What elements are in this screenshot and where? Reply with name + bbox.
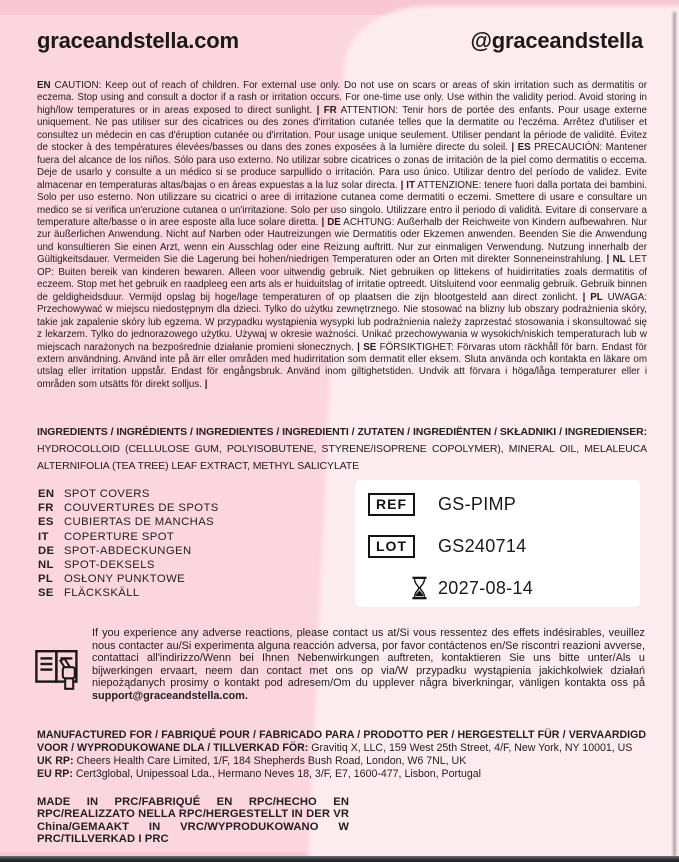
- product-name-row: [38, 516, 219, 530]
- product-name-row: [38, 573, 219, 587]
- segment-separator: |: [577, 291, 591, 303]
- uk-rp-value: Cheers Health Care Limited, 1/F, 184 Shepherds Bush Road, London, W6 7NL, UK: [73, 755, 467, 767]
- ref-lot-box: [355, 480, 640, 607]
- segment-separator: |: [397, 179, 407, 191]
- product-name-row: [38, 531, 219, 545]
- lot-value: GS240714: [438, 535, 527, 556]
- language-code: SE: [363, 341, 377, 353]
- manufactured-for-label: MANUFACTURED FOR / FABRIQUÉ POUR / FABRICADO PARA / PRODOTTO PER / HERGESTELLT FÜR / VERVAARDIGD VOOR / WYPRODUKOWANE DLA / TILLVERKAD FÖR:: [37, 729, 646, 754]
- product-name-row: [38, 502, 219, 516]
- language-code: IT: [38, 530, 49, 543]
- product-name: COUVERTURES DE SPOTS: [64, 502, 219, 515]
- ingredients-label: INGREDIENTS / INGRÉDIENTS / INGREDIENTES / INGREDIENTI / ZUTATEN / INGREDIËNTEN / SKŁADNIKI / INGREDIENSER:: [37, 426, 647, 438]
- social-handle: @graceandstella: [470, 28, 643, 53]
- lot-symbol: LOT: [368, 535, 415, 558]
- segment-separator: |: [603, 254, 613, 266]
- language-code: DE: [327, 216, 341, 228]
- language-code: IT: [406, 179, 415, 191]
- product-name: COPERTURE SPOT: [64, 530, 175, 543]
- product-name: SPOT-DEKSELS: [64, 558, 155, 571]
- product-name: OSŁONY PUNKTOWE: [64, 573, 186, 586]
- leaflet-hand-icon: [34, 648, 82, 697]
- segment-separator: |: [318, 216, 328, 228]
- language-code: ES: [517, 142, 531, 154]
- adverse-reaction-paragraph: [92, 627, 645, 702]
- language-code: PL: [590, 291, 603, 303]
- made-in-block: MADE IN PRC/FABRIQUÉ EN RPC/HECHO EN RPC/REALIZZATO NELLA RPC/HERGESTELLT IN DER VR China/GEMAAKT IN VRC/WYPRODUKOWANO W PRC/TILLVERKAD I PRC: [37, 796, 349, 846]
- hourglass-icon: [411, 576, 428, 605]
- support-email: support@graceandstella.com.: [92, 689, 248, 702]
- product-name: FLÄCKSKÄLL: [64, 587, 140, 600]
- ref-value: GS-PIMP: [438, 493, 517, 514]
- language-code: EN: [37, 80, 51, 91]
- segment-separator: |: [507, 142, 518, 154]
- expiry-date: 2027-08-14: [438, 577, 534, 598]
- product-name-row: [38, 587, 219, 601]
- language-code: FR: [38, 502, 54, 515]
- caution-paragraph: EN CAUTION: Keep out of reach of children. For external use only. Do not use on scars or areas of skin irritation such as dermatitis or eczema. Stop using and consult a doctor if a rash or irritation occurs. For one-time use only. Use within the validity period. Avoid storing in high/low temperatures or in areas exposed to direct sunlight. | FR ATTENTION: Tenir hors de portée des enfants. Pour usage externe uniquement. Ne pas utiliser sur des cicatrices ou des zones d'irritation cutanée telles que la dermatite ou l'eczéma. Arrêtez d'utiliser et consultez un médecin en cas d'éruption cutanée ou d'irritation. Pour usage unique seulement. Utiliser pendant la période de validité. Évitez de stocker à des températures élevées/basses ou dans des zones exposées à la lumière directe du soleil. | ES PRECAUCIÓN: Mantener fuera del alcance de los niños. Sólo para uso externo. No utilizar sobre cicatrices o zonas de irritación de la piel como dermatitis o eccema. Deje de usarlo y consulte a un médico si se produce sarpullido o irritación. Para uso único. Utilizar dentro del período de validez. Evite almacenar en temperaturas altas/bajas o en áreas expuestas a la luz solar directa. | IT ATTENZIONE: tenere fuori dalla portata dei bambini. Solo per uso esterno. Non utilizzare su cicatrici o aree di irritazione cutanea come dermatiti o eczemi. Smettere di usare e consultare un medico se si verifica un'eruzione cutanea o un'irritazione. Solo per uso singolo. Utilizzare entro il periodo di validità. Evitare di conservare a temperature alte/basse o in aree esposte alla luce solare diretta. | DE ACHTUNG: Außerhalb der Reichweite von Kindern aufbewahren. Nur zur äußerlichen Anwendung. Nicht auf Narben oder Hautreizungen wie Dermatitis oder Ekzemen anwenden. Beenden Sie die Anwendung und konsultieren Sie einen Arzt, wenn ein Ausschlag oder eine Reizung auftritt. Nur zur einmaligen Verwendung. Nutzung innerhalb der Gültigkeitsdauer. Vermeiden Sie die Lagerung bei hohen/niedrigen Temperaturen oder an Orten mit direkter Sonneneinstrahlung. | NL LET OP: Buiten bereik van kinderen bewaren. Alleen voor uitwendig gebruik. Niet gebruiken op littekens of huidirritaties zoals dermatitis of eczeem. Stop met het gebruik en raadpleeg een arts als er huiduitslag of irritatie optreedt. Uitsluitend voor eenmalig gebruik. Gebruik binnen de geldigheidsduur. Vermijd opslag bij hoge/lage temperaturen of op plaatsen die zijn blootgesteld aan direct zonlicht. | PL UWAGA: Przechowywać w miejscu niedostępnym dla dzieci. Tylko do użytku zewnętrznego. Nie stosować na blizny lub obszary podrażnienia skóry, takie jak zapalenie skóry lub egzema. W przypadku wystąpienia wysypki lub podrażnienia należy zaprzestać stosowania i skonsultować się z lekarzem. Tylko do jednorazowego użytku. Używaj w okresie ważności. Unikać przechowywania w wysokich/niskich temperaturach lub w miejscach narażonych na bezpośrednie działanie promieni słonecznych. | SE FÖRSIKTIGHET: Förvaras utom räckhåll för barn. Endast för extern användning. Använd inte på ärr eller områden med hudirritation som dermatit eller eksem. Sluta använda och kontakta en läkare om utslag eller irritation uppstår. Endast för engångsbruk. Använd inom giltighetstiden. Undvik att förvara i höga/låga temperaturer eller i områden som utsätts för direkt solljus. |: [37, 80, 648, 390]
- language-code: FR: [323, 104, 337, 116]
- eu-rp-line: [37, 768, 646, 781]
- eu-rp-label: EU RP:: [37, 768, 73, 780]
- ingredients-paragraph: [37, 424, 647, 476]
- manufacturer-block: [37, 729, 646, 781]
- language-code: ES: [38, 516, 54, 529]
- uk-rp-label: UK RP:: [37, 755, 74, 767]
- language-code: NL: [612, 254, 626, 266]
- expiry-row: [368, 574, 630, 602]
- product-name-row: [38, 488, 219, 502]
- language-code: PL: [38, 573, 54, 586]
- product-name-list: [38, 488, 219, 602]
- website-url: graceandstella.com: [37, 28, 239, 53]
- segment-separator: |: [353, 341, 364, 353]
- adverse-reaction-text: If you experience any adverse reactions, please contact us at/Si vous ressentez des effets indésirables, veuillez nous contacter au/Si experimenta alguna reacción adversa, por favor contáctenos en/Se riscontri reazioni avverse, contattaci all'indirizzo/Wenn bei Ihnen Nebenwirkungen auftreten, kontaktieren Sie uns bitte unter/Als u bijwerkingen ervaart, neem dan contact met ons op via/W przypadku wystąpienia jakichkolwiek działań niepożądanych prosimy o kontakt pod adresem/Om du upplever några biverkningar, vänligen kontakta oss på: [92, 627, 645, 689]
- eu-rp-value: Cert3global, Unipessoal Lda., Hermano Neves 18, 3/F, E7, 1600-477, Lisbon, Portugal: [72, 768, 482, 780]
- language-code: EN: [38, 488, 55, 500]
- package-bottom-edge: [0, 856, 679, 862]
- product-name-row: [38, 545, 219, 559]
- segment-separator: |: [312, 104, 324, 116]
- product-name: CUBIERTAS DE MANCHAS: [64, 516, 215, 529]
- product-name-row: [38, 559, 219, 573]
- segment-separator: |: [201, 378, 208, 390]
- lot-row: [368, 532, 630, 560]
- ref-row: [368, 490, 630, 518]
- ref-symbol: REF: [368, 493, 415, 516]
- product-name: SPOT-ABDECKUNGEN: [64, 544, 192, 557]
- language-code: SE: [38, 587, 54, 600]
- manufactured-for-value: Gravitiq X, LLC, 159 West 25th Street, 4/F, New York, NY 10001, US: [308, 742, 633, 754]
- uk-rp-line: [37, 755, 646, 768]
- header: [37, 28, 643, 54]
- manufactured-for-line: [37, 729, 646, 755]
- ingredients-value: HYDROCOLLOID (CELLULOSE GUM, POLYISOBUTENE, STYRENE/ISOPRENE COPOLYMER), MINERAL OIL, MELALEUCA ALTERNIFOLIA (TEA TREE) LEAF EXTRACT, METHYL SALICYLATE: [37, 443, 647, 473]
- language-code: DE: [38, 544, 55, 557]
- product-name: SPOT COVERS: [64, 488, 150, 500]
- language-code: NL: [38, 558, 54, 571]
